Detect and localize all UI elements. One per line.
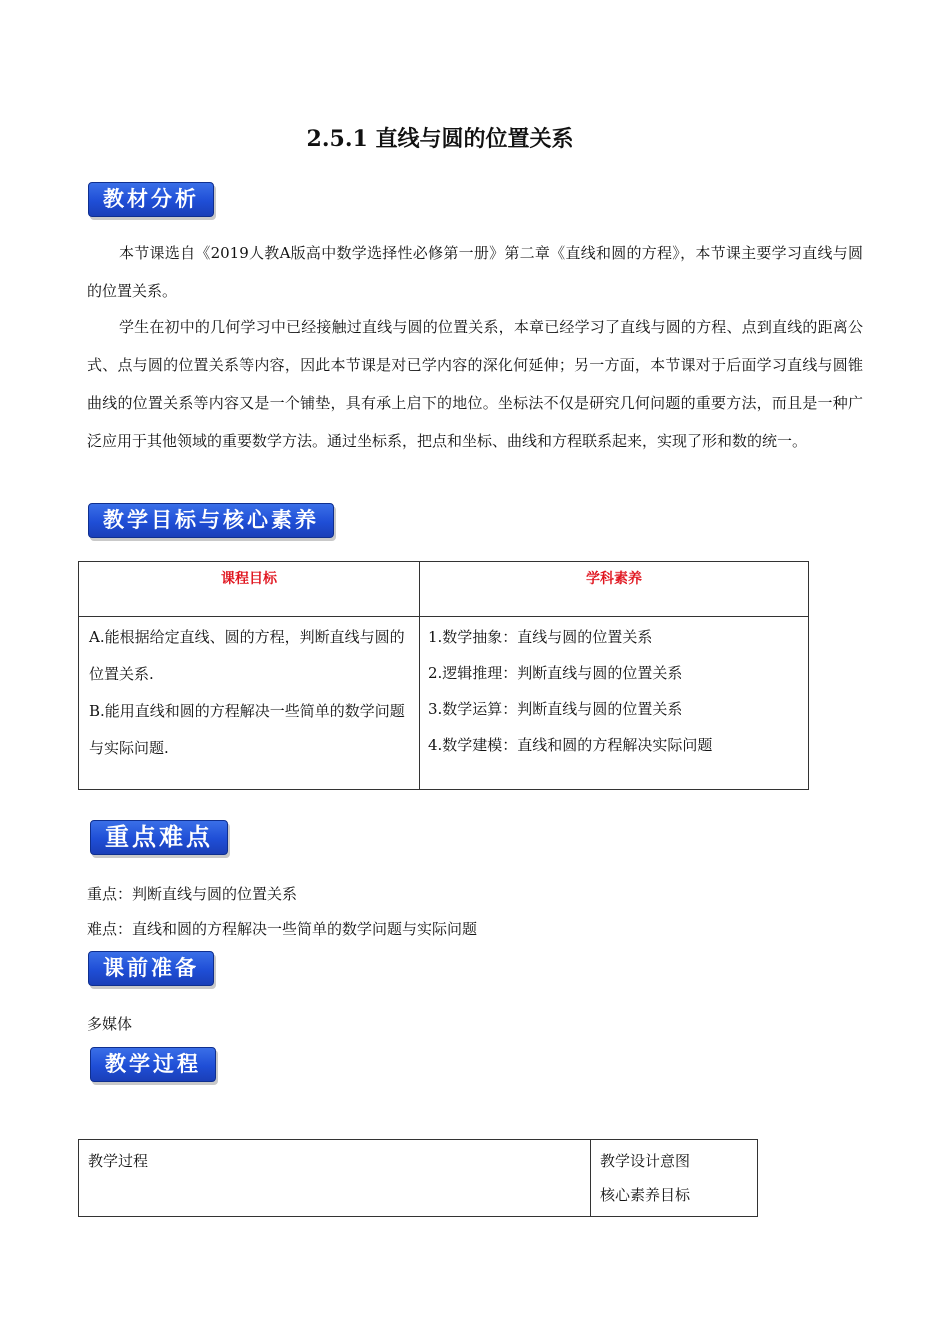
process-left-header: 教学过程 (88, 1152, 149, 1170)
literacy-cell (420, 617, 809, 790)
process-table (78, 1139, 758, 1217)
process-right-cell (591, 1140, 758, 1217)
course-goals-cell (79, 617, 420, 790)
literacy-item: 2.逻辑推理：判断直线与圆的位置关系 (428, 664, 683, 682)
course-goal-item: B.能用直线和圆的方程解决一些简单的数学问题与实际问题. (89, 702, 405, 757)
analysis-paragraph-1: 本节课选自《2019人教A版高中数学选择性必修第一册》第二章《直线和圆的方程》，本节课主要学习直线与圆的位置关系。 (87, 244, 863, 300)
course-goal-item: A.能根据给定直线、圆的方程，判断直线与圆的位置关系. (89, 628, 405, 683)
section-badge-process: 教学过程 (90, 1047, 216, 1082)
goals-table-header (79, 562, 809, 617)
literacy-item: 3.数学运算：判断直线与圆的位置关系 (428, 700, 683, 718)
literacy-item: 4.数学建模：直线和圆的方程解决实际问题 (428, 736, 713, 754)
goals-header-literacy: 学科素养 (420, 562, 809, 617)
goals-header-course: 课程目标 (79, 562, 420, 617)
process-table-row (79, 1140, 758, 1217)
key-point-focus: 重点：判断直线与圆的位置关系 (87, 885, 298, 903)
analysis-paragraph-2: 学生在初中的几何学习中已经接触过直线与圆的位置关系，本章已经学习了直线与圆的方程、点到直线的距离公式、点与圆的位置关系等内容，因此本节课是对已学内容的深化何延伸；另一方面，本节课对于后面学习直线与圆锥曲线的位置关系等内容又是一个铺垫，具有承上启下的地位。坐标法不仅是研究几何问题的重要方法，而且是一种广泛应用于其他领域的重要数学方法。通过坐标系，把点和坐标、曲线和方程联系起来，实现了形和数的统一。 (87, 318, 863, 450)
section-badge-analysis: 教材分析 (88, 182, 214, 217)
section-badge-key-points: 重点难点 (90, 820, 228, 855)
preparation-text: 多媒体 (87, 1015, 133, 1033)
key-point-difficulty: 难点：直线和圆的方程解决一些简单的数学问题与实际问题 (87, 920, 478, 938)
section-badge-preparation: 课前准备 (88, 951, 214, 986)
process-right-line: 核心素养目标 (600, 1186, 691, 1204)
process-left-cell (79, 1140, 591, 1217)
goals-table (78, 561, 809, 790)
page-title: 2.5.1 直线与圆的位置关系 (306, 126, 574, 152)
section-badge-goals: 教学目标与核心素养 (88, 503, 334, 538)
process-right-line: 教学设计意图 (600, 1152, 691, 1170)
goals-table-row (79, 617, 809, 790)
literacy-item: 1.数学抽象：直线与圆的位置关系 (428, 628, 653, 646)
